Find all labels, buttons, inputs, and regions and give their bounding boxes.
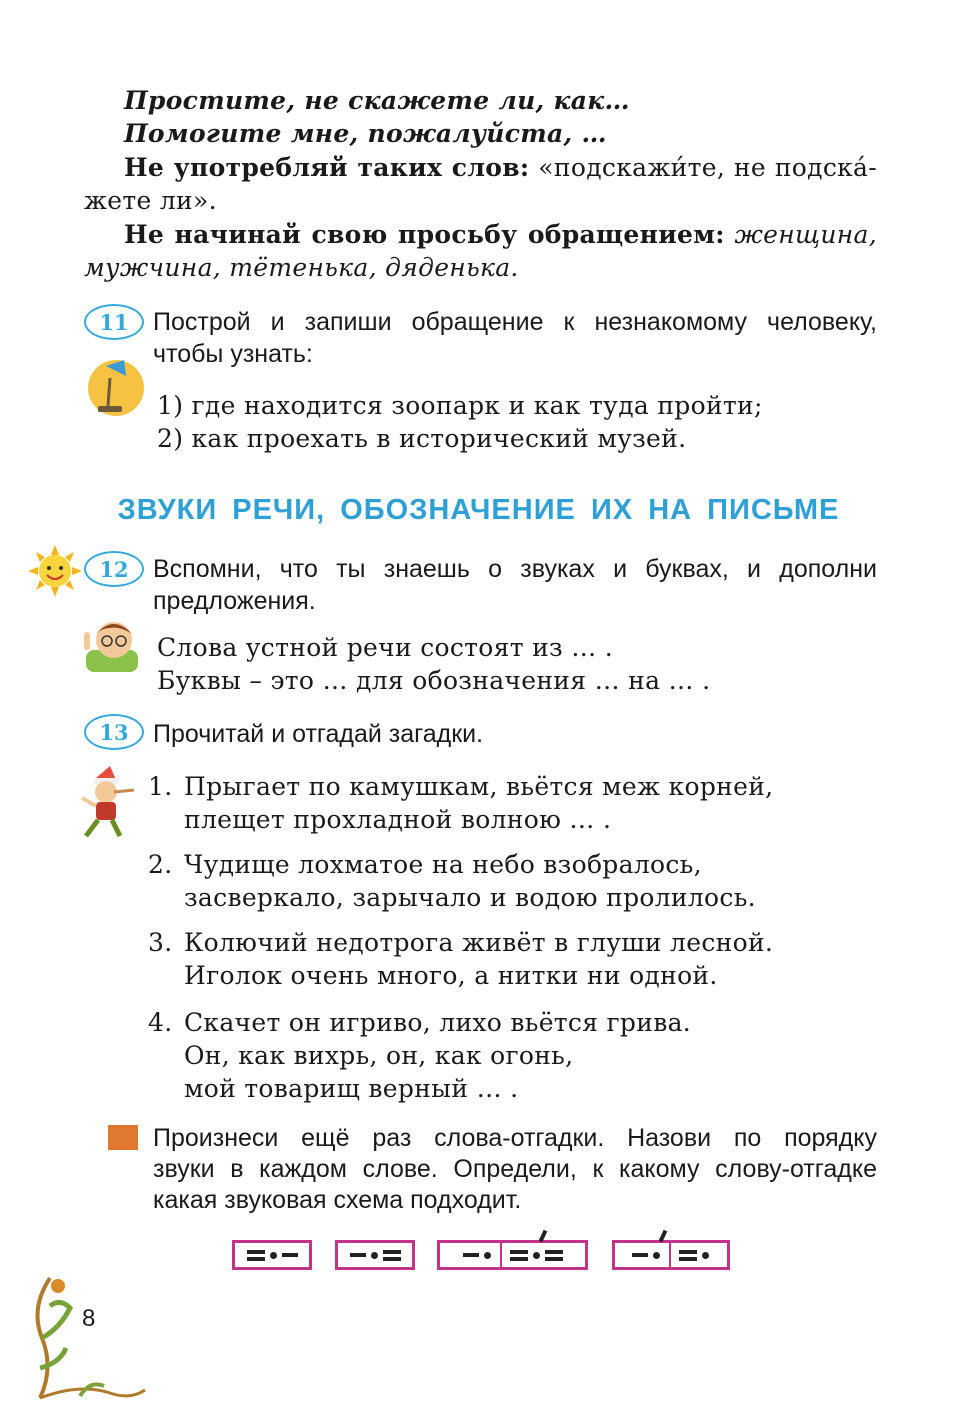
sound-scheme-3 [437, 1240, 588, 1270]
ex12-line-2: Буквы – это … для обозначения … на … . [157, 666, 711, 695]
ex11-instruction-line-2: чтобы узнать: [153, 340, 313, 368]
sun-icon [28, 545, 82, 597]
riddle-3-number: 3. [148, 928, 173, 957]
ex12-line-1: Слова устной речи состоят из … . [157, 633, 614, 662]
rule-2-bold: Не начинай свою просьбу обращением: [124, 220, 725, 249]
rule-2-line-2: мужчина, тётенька, дяденька. [84, 253, 519, 282]
riddle-3-line-1: Колючий недотрога живёт в глуши лесной. [184, 928, 774, 957]
task-marker [108, 1125, 138, 1150]
ex11-item-2: 2) как проехать в исторический музей. [157, 424, 687, 453]
boy-icon [80, 614, 144, 672]
exercise-number-12: 12 [84, 551, 144, 587]
example-phrase-2: Помогите мне, пожалуйста, … [124, 119, 607, 148]
riddle-2-number: 2. [148, 850, 173, 879]
task-line-1: Произнеси ещё раз слова-отгадки. Назови по порядку [153, 1124, 877, 1152]
lamp-icon [84, 356, 144, 418]
page-number: 8 [82, 1305, 96, 1332]
rule-1-line-1 [124, 151, 877, 184]
ex13-instruction: Прочитай и отгадай загадки. [153, 720, 484, 748]
sound-scheme-4 [612, 1240, 730, 1270]
ex11-item-1: 1) где находится зоопарк и как туда пройти; [157, 391, 763, 420]
pinocchio-icon [76, 766, 140, 840]
rule-1-text: «подскажи́те, не подска́- [538, 153, 878, 182]
ex12-instruction-line-1: Вспомни, что ты знаешь о звуках и буквах, и дополни [153, 555, 877, 583]
riddle-2-line-1: Чудище лохматое на небо взобралось, [184, 850, 702, 879]
riddle-1-number: 1. [148, 772, 173, 801]
rule-1-bold: Не употребляй таких слов: [124, 153, 530, 182]
riddle-4-line-2: Он, как вихрь, он, как огонь, [184, 1041, 574, 1070]
riddle-4-number: 4. [148, 1008, 173, 1037]
task-line-3: какая звуковая схема подходит. [153, 1186, 522, 1214]
rule-1-line-2: жете ли». [84, 186, 217, 215]
sound-scheme-1 [232, 1240, 312, 1270]
ex12-instruction-line-2: предложения. [153, 587, 316, 615]
riddle-3-line-2: Иголок очень много, а нитки ни одной. [184, 961, 718, 990]
rule-2-line-1 [124, 218, 877, 251]
exercise-number-11: 11 [84, 304, 144, 340]
section-heading: ЗВУКИ РЕЧИ, ОБОЗНАЧЕНИЕ ИХ НА ПИСЬМЕ [117, 494, 840, 526]
rule-2-italic: женщина, [734, 220, 877, 249]
riddle-1-line-1: Прыгает по камушкам, вьётся меж корней, [184, 772, 774, 801]
exercise-number-13: 13 [84, 714, 144, 750]
riddle-4-line-3: мой товарищ верный … . [184, 1074, 519, 1103]
riddle-1-line-2: плещет прохладной волною … . [184, 805, 612, 834]
task-line-2: звуки в каждом слове. Определи, к какому слову-отгадке [153, 1155, 877, 1183]
example-phrase-1: Простите, не скажете ли, как… [124, 86, 630, 115]
ex11-instruction-line-1: Построй и запиши обращение к незнакомому человеку, [153, 308, 877, 336]
riddle-2-line-2: засверкало, зарычало и водою пролилось. [184, 883, 756, 912]
ornament-icon [20, 1268, 150, 1408]
riddle-4-line-1: Скачет он игриво, лихо вьётся грива. [184, 1008, 692, 1037]
sound-scheme-2 [335, 1240, 415, 1270]
